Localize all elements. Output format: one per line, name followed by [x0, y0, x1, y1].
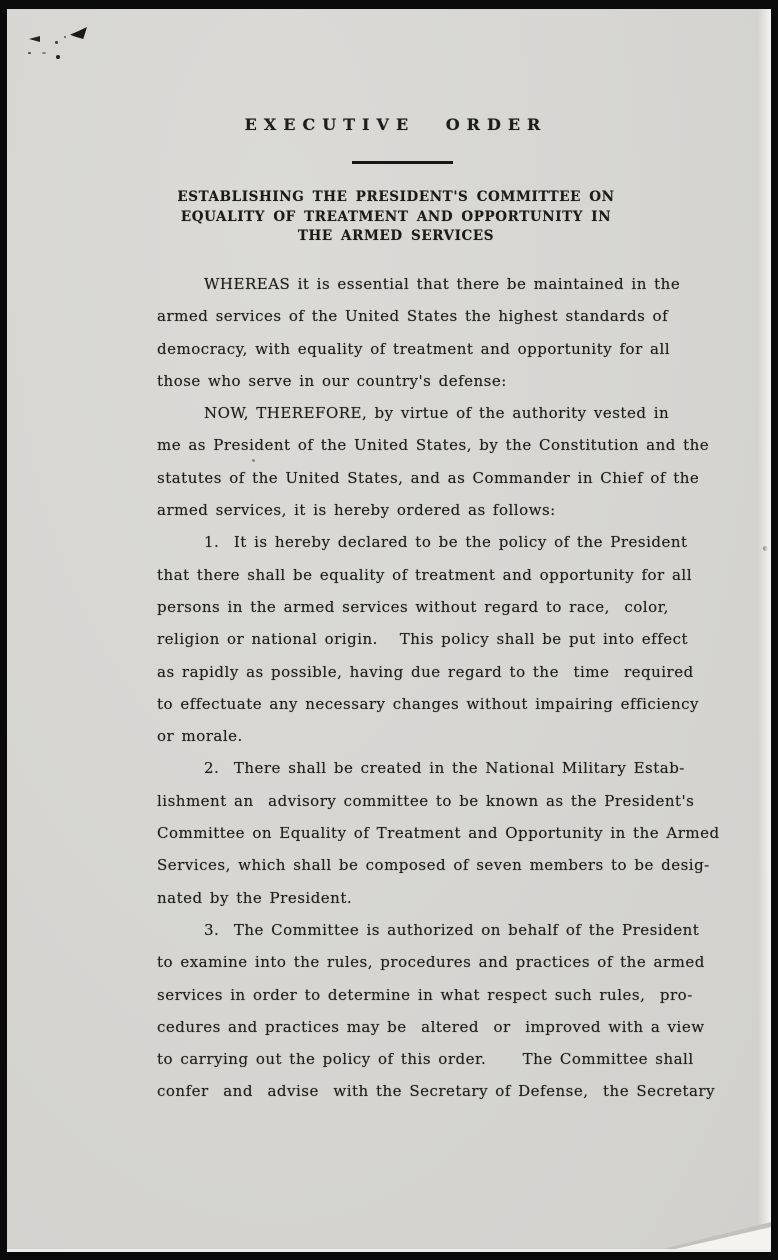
heading-line: THE ARMED SERVICES — [297, 228, 495, 245]
text-line: Services, which shall be composed of seven members to be desig- — [157, 856, 710, 875]
ink-speck — [56, 55, 60, 59]
text-line: religion or national origin. This policy shall be put into effect — [157, 630, 689, 649]
paragraph-now-therefore — [157, 397, 732, 526]
text-line: democracy, with equality of treatment and opportunity for all — [157, 339, 671, 358]
document-heading — [21, 188, 771, 247]
text-line: 2. There shall be created in the National Military Estab- — [204, 759, 685, 778]
text-line: 1. It is hereby declared to be the policy of the President — [204, 533, 688, 552]
text-line: armed services of the United States the highest standards of — [157, 307, 669, 326]
text-line: Committee on Equality of Treatment and Opportunity in the Armed — [157, 824, 720, 843]
text-line: or morale. — [157, 727, 243, 746]
text-line: lishment an advisory committee to be known as the President's — [157, 791, 695, 810]
text-line: that there shall be equality of treatment and opportunity for all — [157, 565, 693, 584]
document-page — [7, 9, 771, 1252]
text-line: cedures and practices may be altered or improved with a view — [157, 1017, 705, 1036]
paragraph-section-1 — [157, 526, 732, 752]
text-line: to carrying out the policy of this order. The Committee shall — [157, 1050, 694, 1069]
text-line: persons in the armed services without regard to race, color, — [157, 597, 669, 616]
paragraph-section-3 — [157, 914, 732, 1108]
text-line: 3. The Committee is authorized on behalf of the President — [204, 920, 700, 939]
title-divider — [352, 161, 453, 164]
paragraph-section-2 — [157, 752, 732, 913]
text-line: NOW, THEREFORE, by virtue of the authority vested in — [204, 404, 670, 423]
ink-speck — [64, 36, 66, 38]
heading-line: ESTABLISHING THE PRESIDENT'S COMMITTEE ON — [177, 189, 615, 205]
text-line: those who serve in our country's defense: — [157, 371, 507, 390]
paragraph-whereas — [157, 268, 732, 397]
ink-speck — [28, 52, 31, 54]
text-line: WHEREAS it is essential that there be maintained in the — [204, 275, 681, 293]
text-line: to effectuate any necessary changes without impairing efficiency — [157, 694, 699, 713]
document-body — [157, 268, 732, 1108]
heading-line: EQUALITY OF TREATMENT AND OPPORTUNITY IN — [180, 208, 612, 225]
text-line: armed services, it is hereby ordered as follows: — [157, 501, 556, 520]
text-line: services in order to determine in what respect such rules, pro- — [157, 985, 693, 1004]
text-line: confer and advise with the Secretary of Defense, the Secretary — [157, 1082, 716, 1101]
text-line: nated by the President. — [157, 888, 353, 907]
text-line: to examine into the rules, procedures and practices of the armed — [157, 953, 705, 972]
page-edge-highlight — [758, 9, 771, 1249]
ink-speck — [42, 52, 46, 54]
text-line: as rapidly as possible, having due regard to the time required — [157, 662, 694, 681]
page-corner-curl — [675, 1227, 771, 1249]
ink-speck — [55, 41, 58, 44]
text-line: me as President of the United States, by the Constitution and the — [157, 436, 710, 455]
ink-speck — [70, 27, 87, 39]
page-title: EXECUTIVE ORDER — [244, 115, 548, 134]
ink-speck — [29, 36, 40, 42]
text-line: statutes of the United States, and as Commander in Chief of the — [157, 468, 700, 487]
